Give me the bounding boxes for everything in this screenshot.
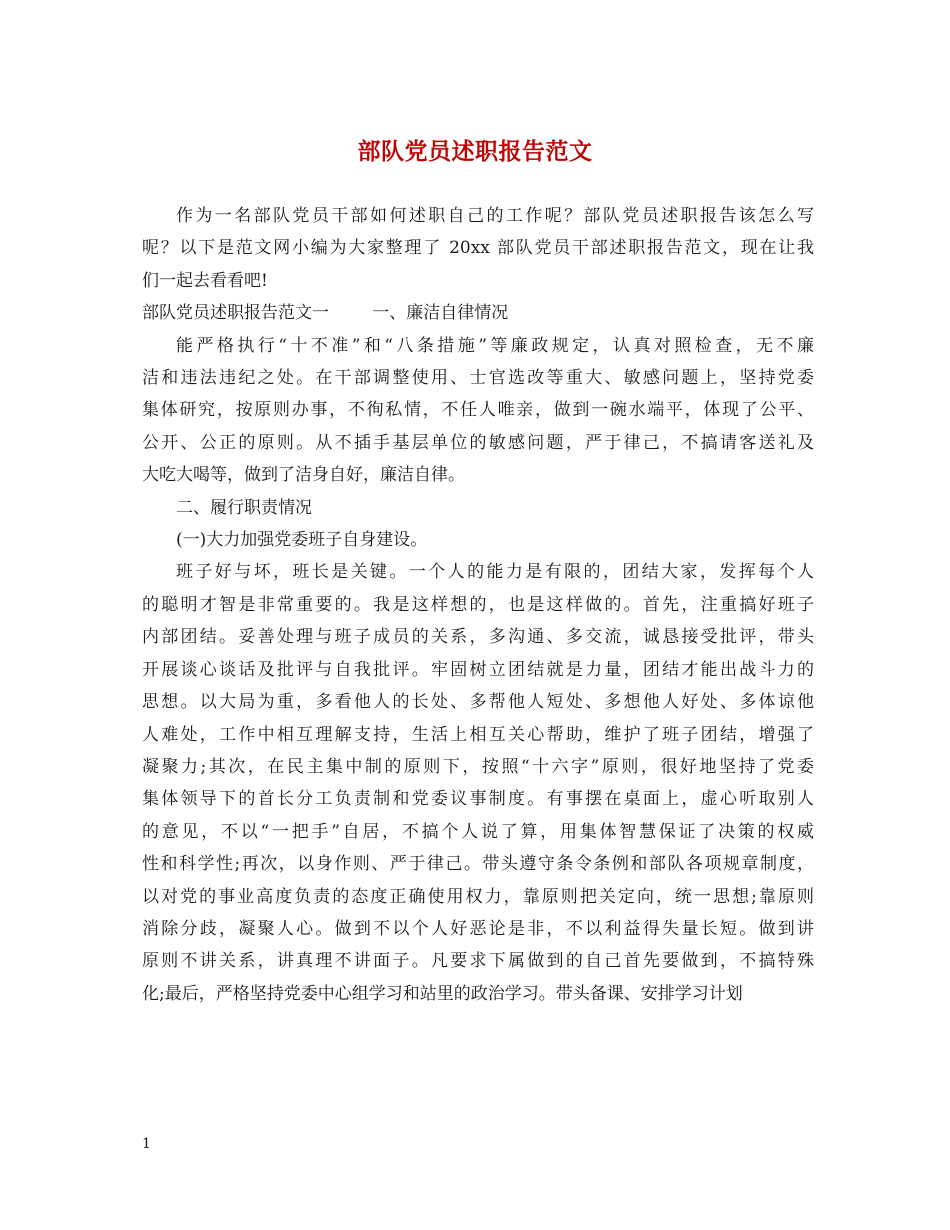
text-line: 原则不讲关系，讲真理不讲面子。凡要求下属做到的自己首先要做到，不搞特殊 (142, 951, 814, 972)
page-title: 部队党员述职报告范文 (357, 138, 593, 165)
paragraph (142, 492, 814, 524)
text-line: 消除分歧，凝聚人心。做到不以个人好恶论是非，不以利益得失量长短。做到讲 (142, 918, 814, 939)
text-line: 部队党员述职报告范文一 一、廉洁自律情况 (142, 303, 509, 324)
text-line: 大吃大喝等，做到了洁身自好，廉洁自律。 (142, 465, 465, 486)
paragraph (142, 556, 814, 1010)
paragraph (142, 524, 814, 556)
text-line: 集体研究，按原则办事，不徇私情，不任人唯亲，做到一碗水端平，体现了公平、 (142, 400, 814, 421)
text-line: 性和科学性;再次，以身作则、严于律己。带头遵守条令条例和部队各项规章制度， (142, 854, 814, 875)
text-line: 集体领导下的首长分工负责制和党委议事制度。有事摆在桌面上，虚心听取别人 (142, 789, 814, 810)
paragraph (142, 330, 814, 492)
text-line: 人难处，工作中相互理解支持，生活上相互关心帮助，维护了班子团结，增强了 (142, 724, 814, 745)
text-line: 呢？以下是范文网小编为大家整理了 20xx 部队党员干部述职报告范文，现在让我 (142, 238, 814, 259)
text-line: 内部团结。妥善处理与班子成员的关系，多沟通、多交流，诚恳接受批评，带头 (142, 627, 814, 648)
text-line: (一)大力加强党委班子自身建设。 (176, 530, 428, 551)
paragraph (142, 200, 814, 297)
document-body (142, 200, 814, 1010)
text-line: 化;最后，严格坚持党委中心组学习和站里的政治学习。带头备课、安排学习计划 (142, 983, 743, 1004)
text-line: 能严格执行“十不准”和“八条措施”等廉政规定，认真对照检查，无不廉 (176, 335, 814, 356)
text-line: 们一起去看看吧! (142, 270, 268, 291)
text-line: 的意见，不以“一把手”自居，不搞个人说了算，用集体智慧保证了决策的权威 (142, 821, 814, 842)
text-line: 洁和违法违纪之处。在干部调整使用、士官选改等重大、敏感问题上，坚持党委 (142, 368, 814, 389)
text-line: 凝聚力;其次，在民主集中制的原则下，按照“十六字”原则，很好地坚持了党委 (142, 756, 814, 777)
text-line: 的聪明才智是非常重要的。我是这样想的，也是这样做的。首先，注重搞好班子 (142, 594, 814, 615)
section-heading (142, 297, 814, 329)
text-line: 以对党的事业高度负责的态度正确使用权力，靠原则把关定向，统一思想;靠原则 (142, 886, 814, 907)
text-line: 公开、公正的原则。从不插手基层单位的敏感问题，严于律己，不搞请客送礼及 (142, 432, 814, 453)
text-line: 作为一名部队党员干部如何述职自己的工作呢？部队党员述职报告该怎么写 (176, 206, 814, 226)
text-line: 开展谈心谈话及批评与自我批评。牢固树立团结就是力量，团结才能出战斗力的 (142, 659, 814, 680)
page-number: 1 (142, 1136, 151, 1152)
text-line: 班子好与坏，班长是关键。一个人的能力是有限的，团结大家，发挥每个人 (176, 562, 814, 583)
text-line: 二、履行职责情况 (176, 497, 312, 518)
text-line: 思想。以大局为重，多看他人的长处、多帮他人短处、多想他人好处、多体谅他 (142, 692, 814, 713)
